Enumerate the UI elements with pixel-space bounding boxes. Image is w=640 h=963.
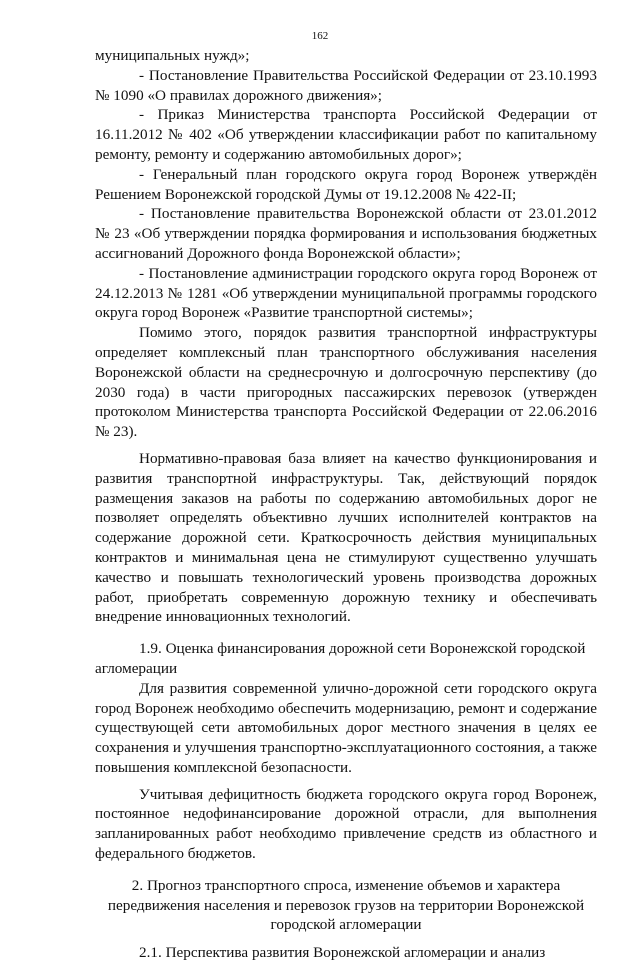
list-item-transport-order: - Приказ Министерства транспорта Российской Федерации от 16.11.2012 № 402 «Об утверждении классификации работ по капитальному ремонту, ремонту и содержанию автомобильных дорог»; [95, 106, 597, 163]
section-heading-2-1: 2.1. Перспектива развития Воронежской агломерации и анализ [139, 944, 546, 962]
paragraph-road-network-development: Для развития современной улично-дорожной сети городского округа город Воронеж необходимо обеспечить модернизацию, ремонт и содержание существующей сети автомобильных дорог местного значения в целях ее сохранения и улучшения транспортно-эксплуатационного состояния, а также повышения комплексной безопасности. [95, 679, 597, 776]
list-item-traffic-rules: - Постановление Правительства Российской Федерации от 23.10.1993 № 1090 «О правилах дорожного движения»; [95, 66, 597, 104]
paragraph-legal-base: Нормативно-правовая база влияет на качество функционирования и развития транспортной инфраструктуры. Так, действующий порядок размещения заказов на работы по содержанию автомобильных дорог не позволяет определять объективно лучших исполнителей контрактов на содержание дорожной сети. Краткосрочность действия муниципальных контрактов и минимальная цена не стимулируют существенно улучшать качество и повышать технологический уровень производства дорожных работ, приобретать современную дорожную технику и обеспечивать внедрение инновационных технологий. [95, 449, 597, 626]
document-body [95, 46, 597, 963]
section-heading-2: 2. Прогноз транспортного спроса, изменение объемов и характера передвижения населения и перевозок грузов на территории Воронежской городской агломерации [107, 876, 585, 934]
page-number: 162 [311, 30, 329, 42]
list-item-city-decree: - Постановление администрации городского округа город Воронеж от 24.12.2013 № 1281 «Об утверждении муниципальной программы городского округа город Воронеж «Развитие транспортной системы»; [95, 264, 597, 322]
section-heading-1-9: 1.9. Оценка финансирования дорожной сети Воронежской городской агломерации [95, 640, 586, 677]
list-item-regional-decree: - Постановление правительства Воронежской области от 23.01.2012 № 23 «Об утверждении порядка формирования и использования бюджетных ассигнований Дорожного фонда Воронежской области»; [95, 205, 597, 262]
paragraph-transport-plan: Помимо этого, порядок развития транспортной инфраструктуры определяет комплексный план транспортного обслуживания населения Воронежской области на среднесрочную и долгосрочную перспективу (до 2030 года) в части пригородных пассажирских перевозок (утвержден протоколом Министерства транспорта Российской Федерации от 22.06.2016 № 23). [95, 324, 597, 441]
paragraph-continuation: муниципальных нужд»; [95, 47, 250, 64]
paragraph-budget-deficit: Учитывая дефицитность бюджета городского округа город Воронеж, постоянное недофинансирование дорожной отрасли, для выполнения запланированных работ необходимо привлечение средств из областного и федерального бюджетов. [95, 785, 597, 863]
list-item-general-plan: - Генеральный план городского округа город Воронеж утверждён Решением Воронежской городской Думы от 19.12.2008 № 422-II; [95, 165, 597, 203]
